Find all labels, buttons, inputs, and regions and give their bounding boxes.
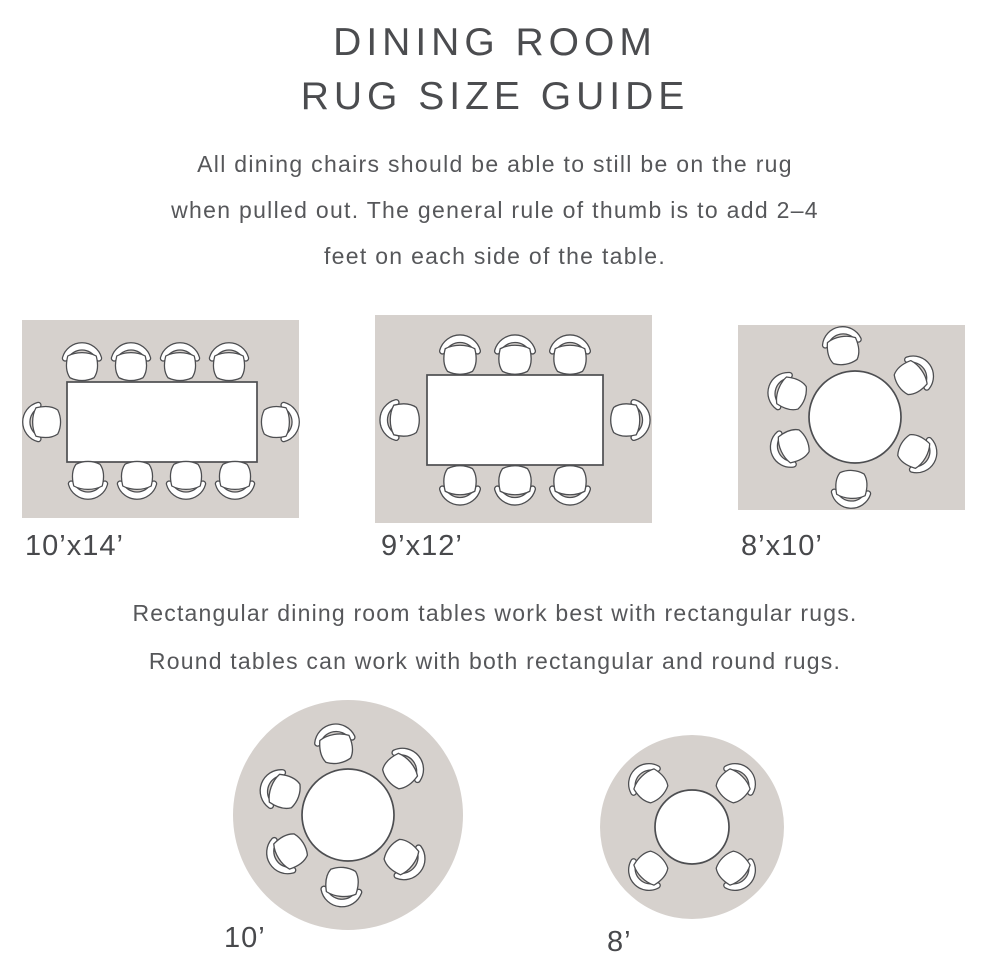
- page-title: [0, 16, 990, 124]
- dining-table: [67, 382, 257, 462]
- round-dining-table: [302, 769, 394, 861]
- dining-chair: [23, 402, 61, 441]
- dining-chair: [215, 461, 254, 499]
- dining-chair: [550, 466, 591, 505]
- rug-size-label-10x14: 10’x14’: [25, 530, 124, 562]
- dining-chair: [495, 335, 536, 374]
- dining-chair: [166, 461, 205, 499]
- rug-diagram-9x12: [360, 300, 690, 530]
- rug-size-label-round-10: 10’: [224, 922, 266, 954]
- dining-chair: [261, 402, 299, 441]
- intro-line: feet on each side of the table.: [323, 243, 667, 269]
- dining-chair: [440, 466, 481, 505]
- rug-size-label-9x12: 9’x12’: [381, 530, 463, 562]
- rug-note-text: [0, 589, 990, 685]
- note-line: Rectangular dining room tables work best with rectangular rugs.: [132, 600, 858, 626]
- rug-diagram-round-10: [193, 695, 503, 940]
- dining-chair: [209, 343, 248, 381]
- rug-diagram-round-8: [582, 712, 802, 932]
- note-line: Round tables can work with both rectangular and round rugs.: [148, 648, 842, 674]
- intro-text: [0, 141, 990, 279]
- dining-chair: [440, 335, 481, 374]
- rug-diagram-8x10: [700, 300, 990, 530]
- intro-line: All dining chairs should be able to still be on the rug: [197, 151, 793, 177]
- dining-chair: [68, 461, 107, 499]
- dining-chair: [495, 466, 536, 505]
- rug-size-label-round-8: 8’: [607, 926, 632, 958]
- intro-line: when pulled out. The general rule of thumb is to add 2–4: [171, 197, 819, 223]
- round-dining-table: [809, 371, 901, 463]
- dining-chair: [62, 343, 101, 381]
- dining-chair: [117, 461, 156, 499]
- round-dining-table: [655, 790, 729, 864]
- dining-chair: [550, 335, 591, 374]
- page-title-line1: DINING ROOM: [333, 21, 657, 64]
- dining-table: [427, 375, 603, 465]
- rug-size-label-8x10: 8’x10’: [741, 530, 823, 562]
- rug-diagram-10x14: [10, 300, 340, 530]
- dining-chair: [611, 400, 650, 441]
- dining-chair: [111, 343, 150, 381]
- page-title-line2: RUG SIZE GUIDE: [300, 75, 690, 118]
- dining-chair: [160, 343, 199, 381]
- dining-chair: [380, 400, 419, 441]
